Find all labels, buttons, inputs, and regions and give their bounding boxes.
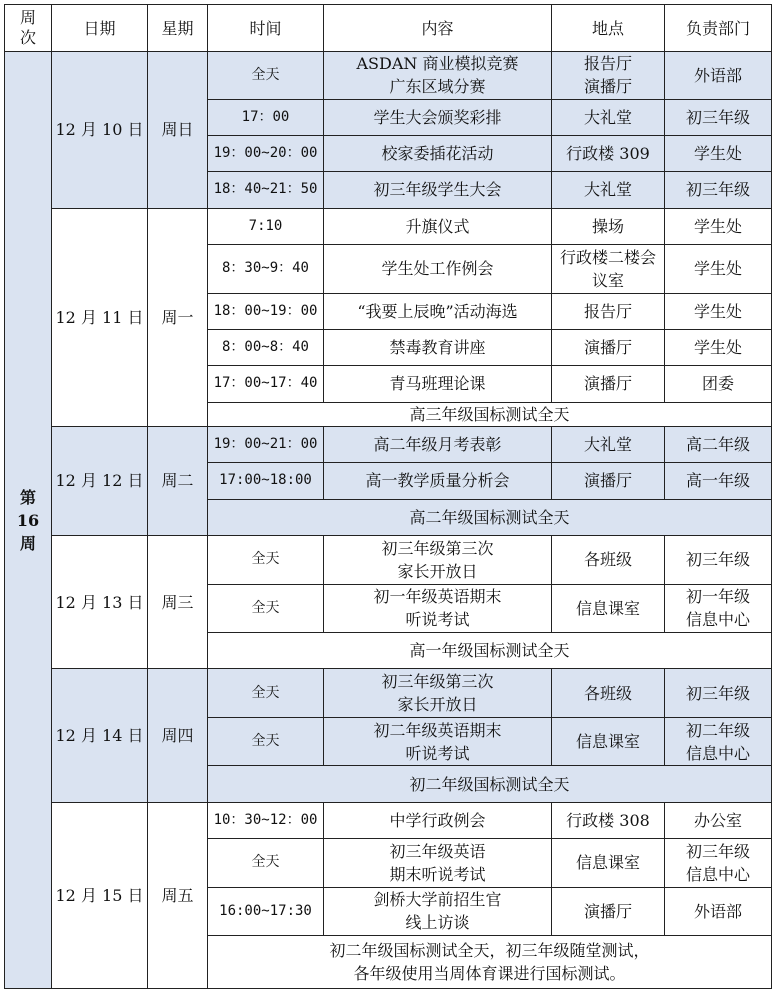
place-cell xyxy=(552,208,665,244)
dept-cell xyxy=(665,887,772,936)
content-cell xyxy=(324,172,552,208)
content-cell xyxy=(324,717,552,766)
event-row xyxy=(5,669,772,718)
event-place: 大礼堂 xyxy=(583,435,632,455)
header-date: 日期 xyxy=(52,5,148,52)
event-dept: 初一年级 信息中心 xyxy=(685,587,750,630)
header-dept: 负责部门 xyxy=(665,5,772,52)
dept-cell xyxy=(665,669,772,718)
event-dept: 办公室 xyxy=(693,811,742,831)
event-content: “我要上辰晚”活动海选 xyxy=(357,301,518,321)
dept-cell xyxy=(665,802,772,838)
dept-cell xyxy=(665,584,772,633)
content-cell xyxy=(324,536,552,585)
dept-cell xyxy=(665,172,772,208)
event-row xyxy=(5,426,772,462)
event-place: 行政楼二楼会 议室 xyxy=(559,247,656,290)
place-cell xyxy=(552,717,665,766)
content-cell xyxy=(324,426,552,462)
place-cell xyxy=(552,426,665,462)
event-content: 初三年级学生大会 xyxy=(373,180,502,200)
event-content: 初三年级第三次 家长开放日 xyxy=(381,538,494,581)
place-cell xyxy=(552,536,665,585)
time-cell: 17:00~18:00 xyxy=(208,463,324,499)
event-dept: 初三年级 信息中心 xyxy=(685,841,750,884)
week-label: 第 16 周 xyxy=(16,487,40,553)
event-dept: 外语部 xyxy=(693,65,742,85)
event-dept: 初三年级 xyxy=(685,180,750,200)
date-cell: 12 月 13 日 xyxy=(52,536,148,669)
place-cell xyxy=(552,584,665,633)
dept-cell xyxy=(665,426,772,462)
day-note: 高二年级国标测试全天 xyxy=(409,507,570,527)
place-cell xyxy=(552,463,665,499)
header-row xyxy=(5,5,772,52)
event-content: 中学行政例会 xyxy=(389,811,486,831)
event-place: 行政楼 308 xyxy=(566,811,650,831)
event-dept: 学生处 xyxy=(693,259,742,279)
content-cell xyxy=(324,463,552,499)
dept-cell xyxy=(665,52,772,100)
event-content: 初一年级英语期末 听说考试 xyxy=(373,587,502,630)
event-content: 初三年级英语 期末听说考试 xyxy=(389,841,486,884)
event-dept: 初三年级 xyxy=(685,107,750,127)
event-place: 大礼堂 xyxy=(583,180,632,200)
dept-cell xyxy=(665,717,772,766)
event-place: 各班级 xyxy=(583,550,632,570)
event-place: 行政楼 309 xyxy=(566,144,650,164)
date-cell: 12 月 11 日 xyxy=(52,208,148,426)
content-cell xyxy=(324,329,552,365)
event-place: 信息课室 xyxy=(575,853,640,873)
event-place: 演播厅 xyxy=(583,338,632,358)
header-weekday: 星期 xyxy=(148,5,208,52)
time-cell: 7:10 xyxy=(208,208,324,244)
weekday-cell: 周四 xyxy=(148,669,208,802)
time-cell: 17：00~17：40 xyxy=(208,366,324,402)
event-content: 高一教学质量分析会 xyxy=(365,471,510,491)
event-content: 校家委插花活动 xyxy=(381,144,494,164)
weekday-cell: 周五 xyxy=(148,802,208,988)
event-content: 青马班理论课 xyxy=(389,374,486,394)
note-cell xyxy=(208,936,772,989)
dept-cell xyxy=(665,463,772,499)
time-cell: 16:00~17:30 xyxy=(208,887,324,936)
content-cell xyxy=(324,669,552,718)
time-cell: 19：00~20：00 xyxy=(208,135,324,171)
dept-cell xyxy=(665,135,772,171)
event-content: 初二年级英语期末 听说考试 xyxy=(373,720,502,763)
weekday-cell: 周二 xyxy=(148,426,208,535)
time-cell: 8：00~8：40 xyxy=(208,329,324,365)
time-cell: 全天 xyxy=(208,717,324,766)
header-content: 内容 xyxy=(324,5,552,52)
content-cell xyxy=(324,293,552,329)
date-cell: 12 月 15 日 xyxy=(52,802,148,988)
event-content: ASDAN 商业模拟竞赛 广东区域分赛 xyxy=(356,54,519,97)
weekday-cell: 周一 xyxy=(148,208,208,426)
content-cell xyxy=(324,887,552,936)
content-cell xyxy=(324,135,552,171)
date-cell: 12 月 10 日 xyxy=(52,52,148,209)
event-row xyxy=(5,536,772,585)
event-row xyxy=(5,802,772,838)
place-cell xyxy=(552,839,665,888)
dept-cell xyxy=(665,839,772,888)
event-content: 学生大会颁奖彩排 xyxy=(373,107,502,127)
event-place: 演播厅 xyxy=(583,471,632,491)
event-place: 演播厅 xyxy=(583,901,632,921)
time-cell: 17：00 xyxy=(208,99,324,135)
date-cell: 12 月 14 日 xyxy=(52,669,148,802)
event-dept: 团委 xyxy=(701,374,734,394)
note-cell xyxy=(208,499,772,535)
event-place: 报告厅 xyxy=(583,301,632,321)
event-content: 禁毒教育讲座 xyxy=(389,338,486,358)
time-cell: 全天 xyxy=(208,839,324,888)
time-cell: 18：00~19：00 xyxy=(208,293,324,329)
content-cell xyxy=(324,366,552,402)
place-cell xyxy=(552,245,665,294)
content-cell xyxy=(324,802,552,838)
place-cell xyxy=(552,172,665,208)
event-content: 学生处工作例会 xyxy=(381,259,494,279)
time-cell: 18：40~21：50 xyxy=(208,172,324,208)
event-content: 升旗仪式 xyxy=(405,216,470,236)
date-cell: 12 月 12 日 xyxy=(52,426,148,535)
content-cell xyxy=(324,99,552,135)
event-dept: 学生处 xyxy=(693,216,742,236)
dept-cell xyxy=(665,536,772,585)
time-cell: 全天 xyxy=(208,52,324,100)
place-cell xyxy=(552,99,665,135)
content-cell xyxy=(324,584,552,633)
place-cell xyxy=(552,293,665,329)
time-cell: 8：30~9：40 xyxy=(208,245,324,294)
dept-cell xyxy=(665,366,772,402)
event-place: 报告厅 演播厅 xyxy=(583,54,632,97)
event-dept: 初二年级 信息中心 xyxy=(685,720,750,763)
event-dept: 学生处 xyxy=(693,338,742,358)
event-dept: 初三年级 xyxy=(685,550,750,570)
event-place: 信息课室 xyxy=(575,598,640,618)
week-label-cell xyxy=(5,52,52,989)
dept-cell xyxy=(665,245,772,294)
content-cell xyxy=(324,245,552,294)
weekly-schedule-table xyxy=(4,4,772,989)
event-content: 初三年级第三次 家长开放日 xyxy=(381,672,494,715)
event-place: 各班级 xyxy=(583,683,632,703)
event-dept: 初三年级 xyxy=(685,683,750,703)
dept-cell xyxy=(665,293,772,329)
place-cell xyxy=(552,52,665,100)
event-row xyxy=(5,208,772,244)
time-cell: 19：00~21：00 xyxy=(208,426,324,462)
content-cell xyxy=(324,52,552,100)
dept-cell xyxy=(665,99,772,135)
place-cell xyxy=(552,887,665,936)
content-cell xyxy=(324,208,552,244)
dept-cell xyxy=(665,208,772,244)
event-place: 信息课室 xyxy=(575,732,640,752)
event-dept: 高二年级 xyxy=(685,435,750,455)
day-note: 初二年级国标测试全天 xyxy=(409,774,570,794)
header-week xyxy=(5,5,52,52)
event-dept: 外语部 xyxy=(693,901,742,921)
event-content: 剑桥大学前招生官 线上访谈 xyxy=(373,890,502,933)
event-place: 操场 xyxy=(591,216,624,236)
event-dept: 高一年级 xyxy=(685,471,750,491)
weekday-cell: 周三 xyxy=(148,536,208,669)
event-content: 高二年级月考表彰 xyxy=(373,435,502,455)
day-note: 高一年级国标测试全天 xyxy=(409,641,570,661)
header-time: 时间 xyxy=(208,5,324,52)
place-cell xyxy=(552,329,665,365)
place-cell xyxy=(552,669,665,718)
time-cell: 全天 xyxy=(208,584,324,633)
dept-cell xyxy=(665,329,772,365)
time-cell: 全天 xyxy=(208,536,324,585)
schedule-body xyxy=(5,52,772,989)
event-dept: 学生处 xyxy=(693,301,742,321)
weekday-cell: 周日 xyxy=(148,52,208,209)
place-cell xyxy=(552,135,665,171)
event-place: 大礼堂 xyxy=(583,107,632,127)
day-note: 初二年级国标测试全天，初三年级随堂测试， 各年级使用当周体育课进行国标测试。 xyxy=(329,941,650,984)
day-note: 高三年级国标测试全天 xyxy=(409,404,570,424)
place-cell xyxy=(552,802,665,838)
content-cell xyxy=(324,839,552,888)
time-cell: 10：30~12：00 xyxy=(208,802,324,838)
header-place: 地点 xyxy=(552,5,665,52)
header-week-text: 周 次 xyxy=(19,8,36,47)
note-cell xyxy=(208,766,772,802)
note-cell xyxy=(208,633,772,669)
event-place: 演播厅 xyxy=(583,374,632,394)
event-row xyxy=(5,52,772,100)
time-cell: 全天 xyxy=(208,669,324,718)
event-dept: 学生处 xyxy=(693,144,742,164)
place-cell xyxy=(552,366,665,402)
note-cell xyxy=(208,402,772,426)
